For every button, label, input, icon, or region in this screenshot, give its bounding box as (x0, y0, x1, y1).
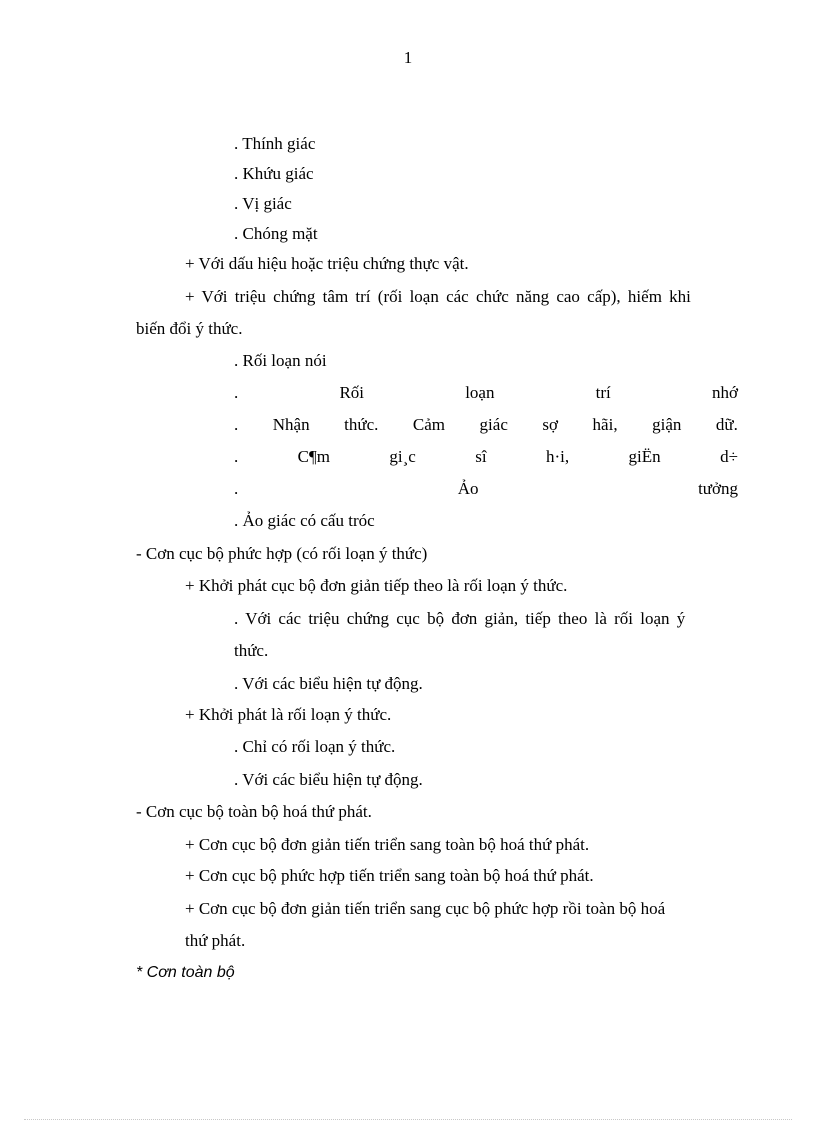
word: Nhận (272, 415, 310, 434)
text-line: - Cơn cục bộ phức hợp (có rối loạn ý thức) (136, 544, 428, 563)
text-line-justified (185, 898, 738, 920)
text-line: . Rối loạn nói (234, 351, 327, 370)
text-line-justified (234, 478, 738, 500)
word: . (234, 415, 239, 434)
section-heading: * Cơn toàn bộ (136, 964, 235, 981)
text-line: + Với dấu hiệu hoặc triệu chứng thực vật. (185, 254, 469, 273)
text-line: . Thính giác (234, 134, 316, 153)
word: tưởng (698, 479, 738, 498)
word: Ảo (457, 479, 479, 498)
text-line-justified (234, 414, 738, 436)
word: dữ. (715, 415, 738, 434)
text-line-justified (234, 446, 738, 468)
word: Cảm (412, 415, 446, 434)
word: . (234, 479, 239, 498)
text-line: . Với các biểu hiện tự động. (234, 770, 423, 789)
text-line: + Khởi phát là rối loạn ý thức. (185, 705, 392, 724)
text-line: . Với các biểu hiện tự động. (234, 674, 423, 693)
text-line: thứ phát. (185, 931, 246, 950)
text-line: . Vị giác (234, 194, 292, 213)
word: . (234, 447, 239, 466)
text-line: biến đổi ý thức. (136, 319, 243, 338)
page-number: 1 (403, 48, 413, 67)
word: . (234, 383, 239, 402)
word: trí (595, 383, 611, 402)
word: sợ (542, 415, 559, 434)
text-line: - Cơn cục bộ toàn bộ hoá thứ phát. (136, 802, 372, 821)
text-line: thức. (234, 641, 269, 660)
word: sî (475, 447, 487, 466)
text-line: . Khứu giác (234, 164, 314, 183)
page-bottom-divider (24, 1119, 792, 1120)
text-line: . Chóng mặt (234, 224, 318, 243)
text-line: + Khởi phát cục bộ đơn giản tiếp theo là rối loạn ý thức. (185, 576, 568, 595)
text-line: . Ảo giác có cấu tróc (234, 511, 375, 530)
word: nhớ (711, 383, 738, 402)
text-line: + Với triệu chứng tâm trí (rối loạn các chức năng cao cấp), hiếm khi (185, 287, 691, 306)
text-line-justified (234, 608, 738, 630)
word: thức. (344, 415, 379, 434)
text-line: + Cơn cục bộ đơn giản tiến triển sang toàn bộ hoá thứ phát. (185, 835, 590, 854)
word: h·i, (545, 447, 570, 466)
word: giËn (628, 447, 661, 466)
word: giận (652, 415, 682, 434)
text-line: . Với các triệu chứng cục bộ đơn giản, tiếp theo là rối loạn ý (234, 609, 686, 628)
text-line-justified (185, 286, 737, 308)
word: gi¸c (389, 447, 416, 466)
word: C¶m (297, 447, 330, 466)
text-line: + Cơn cục bộ đơn giản tiến triển sang cục bộ phức hợp rồi toàn bộ hoá (185, 899, 666, 918)
text-line-justified (234, 382, 738, 404)
text-line: . Chỉ có rối loạn ý thức. (234, 737, 396, 756)
word: Rối (339, 383, 364, 402)
word: loạn (465, 383, 495, 402)
word: d÷ (720, 447, 738, 466)
word: giác (479, 415, 508, 434)
word: hãi, (592, 415, 618, 434)
text-line: + Cơn cục bộ phức hợp tiến triển sang toàn bộ hoá thứ phát. (185, 866, 594, 885)
